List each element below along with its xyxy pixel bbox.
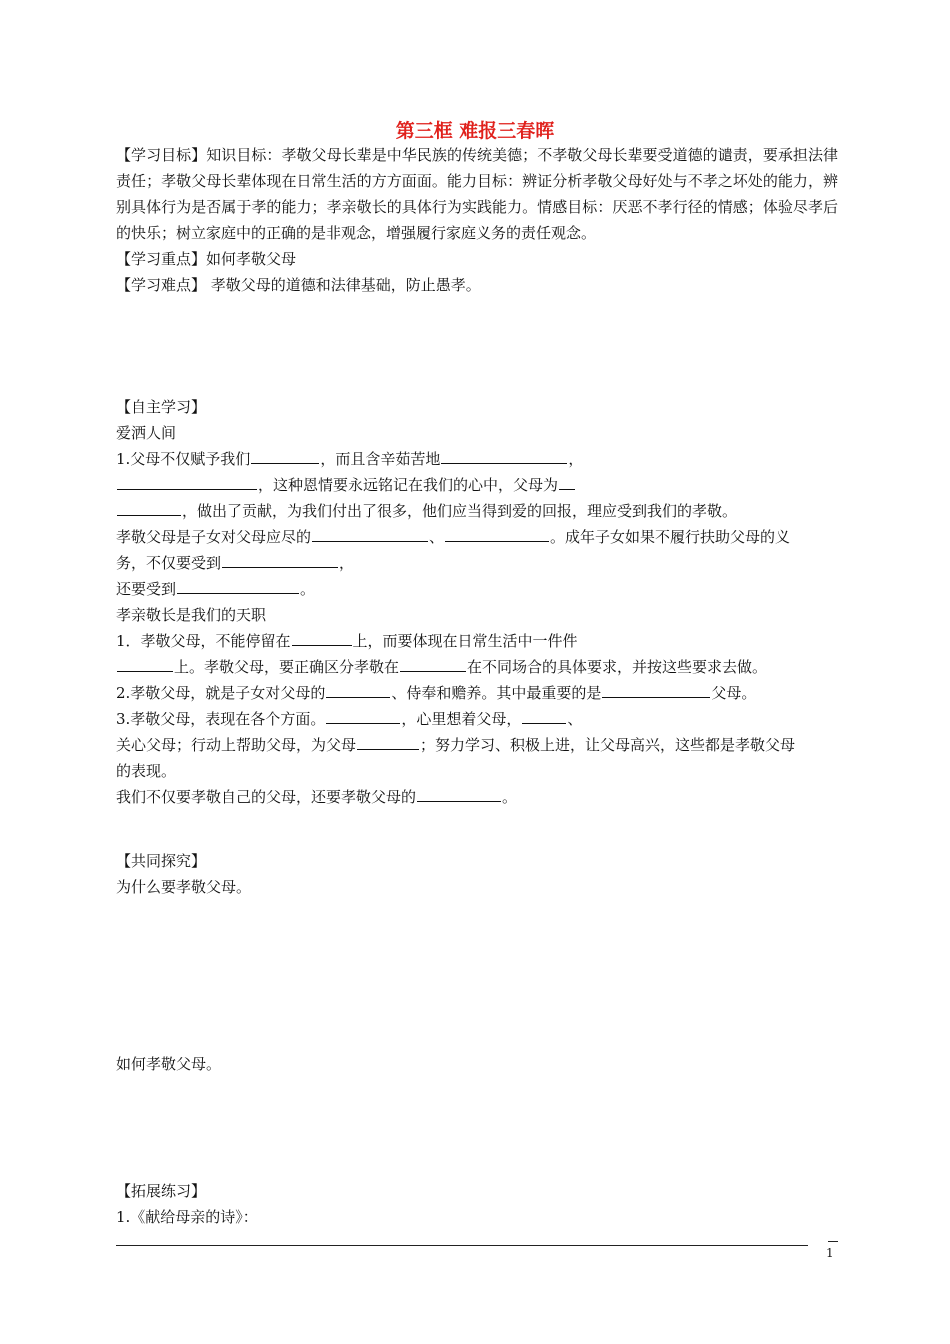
inquiry-question-2-block (116, 1051, 838, 1077)
focus-text: 如何孝敬父母 (206, 250, 297, 268)
fill-line-5: 务，不仅要受到 ， (116, 550, 838, 576)
blank-10[interactable] (292, 629, 352, 646)
goals-text: 知识目标：孝敬父母长辈是中华民族的传统美德；不孝敬父母长辈要受道德的谴责，要承担法律责任；孝敬父母长辈体现在日常生活的方方面面。能力目标：辨证分析孝敬父母好处与不孝之坏处的能力，辨别具体行为是否属于孝的能力；孝亲敬长的具体行为实践能力。情感目标：厌恶不孝行径的情感；体验尽孝后的快乐；树立家庭中的正确的是非观念，增强履行家庭义务的责任观念。 (116, 146, 838, 242)
fill-line-1: 1.父母不仅赋予我们 ，而且含辛茹苦地 ， (116, 446, 838, 472)
blank-4[interactable] (559, 473, 575, 490)
difficulty-label: 【学习难点】 (116, 276, 207, 294)
blank-2[interactable] (441, 447, 567, 464)
fill-line-10: 3.孝敬父母，表现在各个方面。 ，心里想着父母， 、 (116, 706, 838, 732)
blank-9[interactable] (177, 577, 299, 594)
blank-5[interactable] (117, 499, 181, 516)
difficulty-line (116, 272, 838, 298)
blank-7[interactable] (445, 525, 549, 542)
blank-15[interactable] (326, 707, 400, 724)
blank-1[interactable] (251, 447, 319, 464)
learning-goals (116, 142, 838, 298)
focus-line (116, 246, 838, 272)
practice-item-1: 1.《献给母亲的诗》： (116, 1208, 258, 1226)
fill-line-4: 孝敬父母是子女对父母应尽的 、 。成年子女如果不履行扶助父母的义 (116, 524, 838, 550)
practice-header: 【拓展练习】 (116, 1182, 207, 1200)
page-title: 第三框 难报三春晖 (395, 120, 555, 142)
blank-12[interactable] (400, 655, 466, 672)
fill-line-3: ，做出了贡献，为我们付出了很多，他们应当得到爱的回报，理应受到我们的孝敬。 (116, 498, 838, 524)
subheading-love: 爱洒人间 (116, 424, 177, 442)
goals-label: 【学习目标】 (116, 146, 207, 164)
difficulty-text: 孝敬父母的道德和法律基础，防止愚孝。 (206, 276, 481, 294)
inquiry-question-1: 为什么要孝敬父母。 (116, 878, 252, 896)
fill-line-8: 上。孝敬父母，要正确区分孝敬在 在不同场合的具体要求，并按这些要求去做。 (116, 654, 838, 680)
fill-line-11: 关心父母；行动上帮助父母，为父母 ；努力学习、积极上进，让父母高兴，这些都是孝敬父母 (116, 732, 838, 758)
blank-17[interactable] (357, 733, 419, 750)
self-study-section (116, 394, 838, 810)
blank-8[interactable] (222, 551, 338, 568)
page-number: 1 (826, 1246, 834, 1260)
page-number-rule (828, 1241, 838, 1242)
blank-16[interactable] (522, 707, 566, 724)
focus-label: 【学习重点】 (116, 250, 207, 268)
blank-11[interactable] (117, 655, 173, 672)
blank-14[interactable] (602, 681, 710, 698)
blank-18[interactable] (417, 785, 501, 802)
goals-paragraph (116, 142, 838, 246)
inquiry-section (116, 848, 838, 900)
fill-line-13: 我们不仅要孝敬自己的父母，还要孝敬父母的 。 (116, 784, 838, 810)
blank-3[interactable] (117, 473, 257, 490)
blank-6[interactable] (312, 525, 428, 542)
subheading-duty: 孝亲敬长是我们的天职 (116, 606, 267, 624)
practice-section (116, 1178, 838, 1230)
fill-line-9: 2.孝敬父母，就是子女对父母的 、侍奉和赡养。其中最重要的是 父母。 (116, 680, 838, 706)
fill-line-6: 还要受到 。 (116, 576, 838, 602)
inquiry-question-2: 如何孝敬父母。 (116, 1055, 222, 1073)
fill-line-7: 1．孝敬父母，不能停留在 上，而要体现在日常生活中一件件 (116, 628, 838, 654)
self-study-header: 【自主学习】 (116, 398, 207, 416)
fill-line-12: 的表现。 (116, 762, 177, 780)
inquiry-header: 【共同探究】 (116, 852, 207, 870)
footer-rule (116, 1245, 808, 1246)
blank-13[interactable] (326, 681, 390, 698)
fill-line-2: ，这种恩情要永远铭记在我们的心中，父母为 (116, 472, 838, 498)
